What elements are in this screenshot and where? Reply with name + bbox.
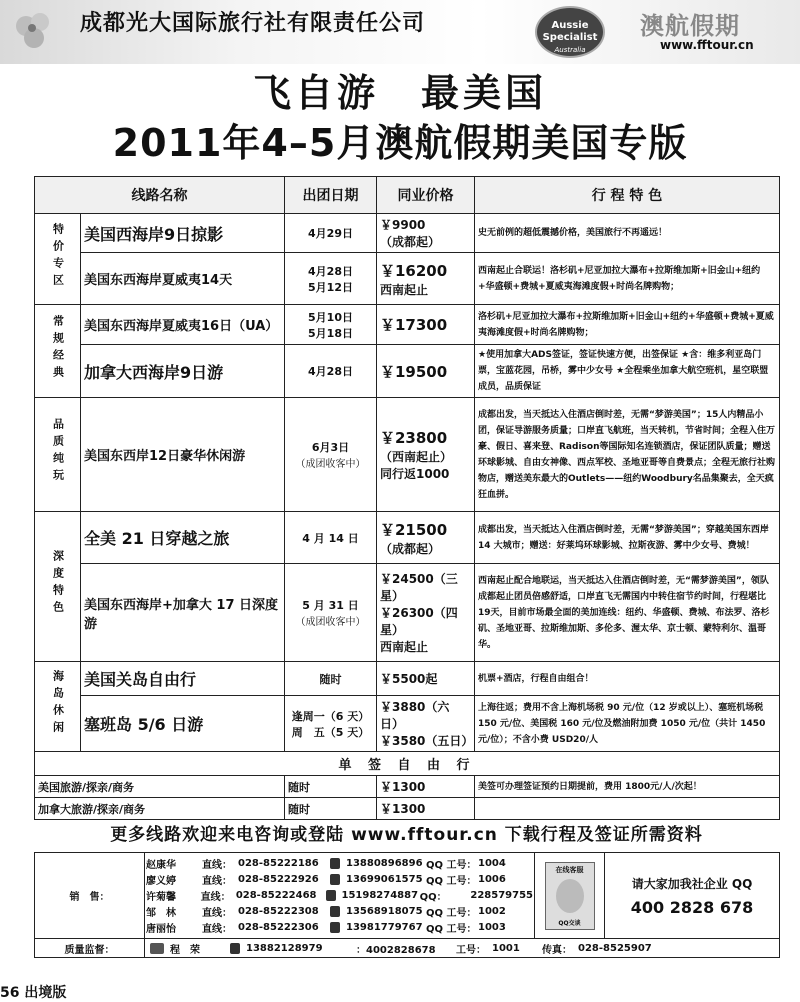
page-header [0, 0, 800, 64]
category-quality: 品质纯玩 [35, 398, 81, 512]
route-name: 美国旅游/探亲/商务 [35, 776, 285, 798]
price: ￥5500起 [377, 662, 475, 696]
table-row [35, 564, 780, 662]
more-routes-line: 更多线路欢迎来电咨询或登陆 www.fftour.cn 下载行程及签证所需资料 [110, 825, 703, 845]
route-feature [475, 798, 780, 820]
contact-person: 许菊馨 直线： 028-85222468 15198274887 QQ： 228579755 [146, 890, 533, 903]
single-visa-title: 单 签 自 由 行 [35, 752, 780, 776]
departure-date: 5月10日 5月18日 [285, 305, 377, 345]
brand-logo: 澳航假期 [640, 11, 740, 40]
supervisor-label: 质量监督： [35, 939, 145, 958]
aussie-specialist-badge [535, 6, 605, 58]
contact-table [34, 852, 780, 958]
slogan: 飞自游 最美国 [252, 70, 547, 115]
mobile-icon [330, 858, 340, 869]
route-name: 美国西海岸9日掠影 [81, 214, 285, 253]
departure-date: 6月3日 （成团收客中） [285, 398, 377, 512]
route-feature: 西南起止配合地联运，当天抵达入住酒店倒时差，无“需梦游美国”，领队成都起止团员倍感舒适，口岸直飞无需国内中转住宿节约时间，行程堪比19天，目前市场最全面的美加连线：纽约、华盛顿、费城、布法罗、洛杉矶、圣地亚哥、拉斯维加斯、多伦多、渥太华、京士顿、蒙特利尔、温哥华。 [475, 564, 780, 662]
departure-date: 4月28日 [285, 345, 377, 398]
departure-date: 随时 [285, 662, 377, 696]
table-row [35, 662, 780, 696]
category-special: 特价专区 [35, 214, 81, 305]
departure-date: 4月28日 5月12日 [285, 253, 377, 305]
departure-date: 逢周一（6 天） 周 五（5 天） [285, 696, 377, 752]
mobile-icon [326, 890, 336, 901]
sales-list [145, 853, 535, 939]
route-name: 美国东西海岸夏威夷16日（UA） [81, 305, 285, 345]
price: ￥23800 （西南起止） 同行返1000 [377, 398, 475, 512]
departure-date: 5 月 31 日 （成团收客中） [285, 564, 377, 662]
price: ￥1300 [377, 798, 475, 820]
price: ￥1300 [377, 776, 475, 798]
price: ￥19500 [377, 345, 475, 398]
badge-title: Aussie Specialist [542, 20, 598, 43]
table-row [35, 398, 780, 512]
departure-date: 随时 [285, 776, 377, 798]
online-service-button[interactable]: 在线客服 QQ交谈 [545, 862, 595, 930]
table-row [35, 345, 780, 398]
table-row [35, 512, 780, 564]
price: ￥16200 西南起止 [377, 253, 475, 305]
route-table [34, 176, 780, 820]
contact-person: 唐丽怡 直线： 028-85222306 13981779767 QQ 工号： 1003 [146, 922, 506, 935]
single-visa-title-row [35, 752, 780, 776]
contact-person: 赵康华 直线： 028-85222186 13880896896 QQ 工号： 1004 [146, 858, 506, 871]
page-title: 2011年4–5月澳航假期美国专版 [112, 121, 688, 165]
company-name: 成都光大国际旅行社有限责任公司 [80, 11, 426, 36]
header-website: www.fftour.cn [660, 38, 754, 52]
category-island: 海岛休闲 [35, 662, 81, 752]
page-footer: 56 出境版 [0, 985, 67, 1001]
table-row [35, 253, 780, 305]
route-feature: 美签可办理签证预约日期提前，费用 1800元/人/次起！ [475, 776, 780, 798]
price: ￥17300 [377, 305, 475, 345]
header-feature: 行 程 特 色 [475, 177, 780, 214]
qq-info [605, 853, 780, 939]
badge-sub: Australia [554, 46, 586, 54]
price: ￥3880（六日） ￥3580（五日） [377, 696, 475, 752]
price: ￥21500 （成都起） [377, 512, 475, 564]
avatar [556, 879, 584, 913]
table-header-row [35, 177, 780, 214]
sales-label: 销 售： [35, 853, 145, 939]
mobile-icon [330, 906, 340, 917]
mobile-icon [330, 922, 340, 933]
route-name: 加拿大西海岸9日游 [81, 345, 285, 398]
table-row [35, 214, 780, 253]
supervisor-photo-icon [150, 943, 164, 954]
price: ￥24500（三星） ￥26300（四星） 西南起止 [377, 564, 475, 662]
supervisor-info: 程 荣 13882128979 ：4002828678 工号： 1001 传真： 028-8525907 [145, 939, 780, 958]
supervisor-row [35, 939, 780, 958]
contact-person: 廖义婷 直线： 028-85222926 13699061575 QQ 工号： 1006 [146, 874, 506, 887]
route-feature: 西南起止合联运！洛杉矶+尼亚加拉大瀑布+拉斯维加斯+旧金山+纽约+华盛顿+费城+夏威夷海滩度假+时尚名牌购物； [475, 253, 780, 305]
departure-date: 4月29日 [285, 214, 377, 253]
route-name: 美国东西海岸+加拿大 17 日深度游 [81, 564, 285, 662]
route-feature: ★使用加拿大ADS签证，签证快速方便，出签保证 ★含：维多利亚岛门票，宝蓝花园，吊桥，雾中少女号 ★全程乘坐加拿大航空班机，星空联盟成员，品质保证 [475, 345, 780, 398]
route-name: 全美 21 日穿越之旅 [81, 512, 285, 564]
header-date: 出团日期 [285, 177, 377, 214]
table-row [35, 776, 780, 798]
route-name: 塞班岛 5/6 日游 [81, 696, 285, 752]
table-row [35, 696, 780, 752]
route-feature: 成都出发，当天抵达入住酒店倒时差，无需“梦游美国”；穿越美国东西岸 14 大城市；赠送：好莱坞环球影城、拉斯夜游、雾中少女号、费城！ [475, 512, 780, 564]
header-price: 同业价格 [377, 177, 475, 214]
route-feature: 机票+酒店，行程自由组合！ [475, 662, 780, 696]
route-name: 美国东西海岸夏威夷14天 [81, 253, 285, 305]
table-row [35, 798, 780, 820]
departure-date: 4 月 14 日 [285, 512, 377, 564]
qq-number: 400 2828 678 [630, 897, 754, 917]
route-name: 美国关岛自由行 [81, 662, 285, 696]
qq-invite: 请大家加我社企业 QQ [631, 876, 753, 891]
table-row [35, 305, 780, 345]
route-feature: 上海往返；费用不含上海机场税 90 元/位（12 岁或以上）、塞班机场税 150 元/位、美国税 160 元/位及燃油附加费 1050 元/位（共计 1450 元/位）；不含小费 USD20/人 [475, 696, 780, 752]
mobile-icon [230, 943, 240, 954]
route-feature: 洛杉矶+尼亚加拉大瀑布+拉斯维加斯+旧金山+纽约+华盛顿+费城+夏威夷海滩度假+时尚名牌购物； [475, 305, 780, 345]
category-regular: 常规经典 [35, 305, 81, 398]
category-deep: 深度特色 [35, 512, 81, 662]
route-feature: 成都出发，当天抵达入住酒店倒时差，无需“梦游美国”；15人内精品小团，保证导游服务质量；口岸直飞航班，当天转机，节省时间；全程入住万豪、假日、喜来登、Radison等国际知名连锁酒店，保证团队质量；赠送环球影城、自由女神像、西点军校、圣地亚哥等自费景点；全程无旅行社购物店，赠送美东最大的Outlets——纽约Woodbury名品集聚去，全天疯狂血拼。 [475, 398, 780, 512]
mobile-icon [330, 874, 340, 885]
flower-decoration [4, 4, 64, 60]
route-name: 加拿大旅游/探亲/商务 [35, 798, 285, 820]
sales-row [35, 853, 780, 939]
route-feature: 史无前例的超低震撼价格，美国旅行不再遥远！ [475, 214, 780, 253]
departure-date: 随时 [285, 798, 377, 820]
contact-person: 邹 林 直线： 028-85222308 13568918075 QQ 工号： 1002 [146, 906, 506, 919]
price: ￥9900 （成都起） [377, 214, 475, 253]
header-route: 线路名称 [35, 177, 285, 214]
route-name: 美国东西岸12日豪华休闲游 [81, 398, 285, 512]
online-service-cell [535, 853, 605, 939]
